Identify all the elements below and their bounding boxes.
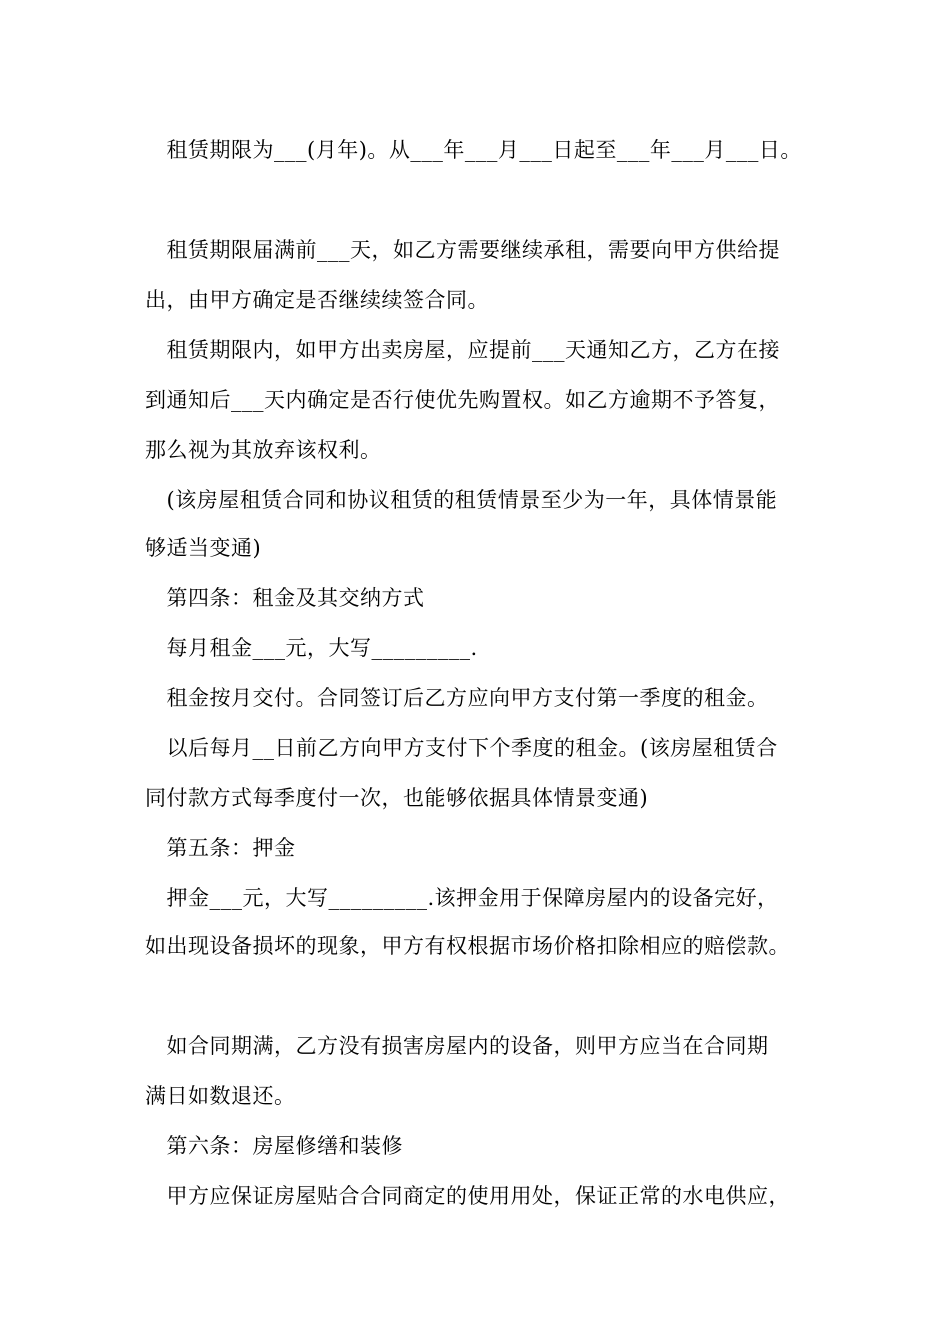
text-line: 满日如数退还。 <box>145 1084 296 1108</box>
text-line: 以后每月__日前乙方向甲方支付下个季度的租金。(该房屋租赁合 <box>145 736 778 760</box>
text-line: 押金___元，大写_________.该押金用于保障房屋内的设备完好， <box>145 886 779 910</box>
text-line: 如合同期满，乙方没有损害房屋内的设备，则甲方应当在合同期 <box>145 1034 769 1058</box>
text-line: 出，由甲方确定是否继续续签合同。 <box>145 288 489 312</box>
text-line: 租赁期限内，如甲方出卖房屋，应提前___天通知乙方，乙方在接 <box>145 338 780 362</box>
text-line: 甲方应保证房屋贴合合同商定的使用用处，保证正常的水电供应， <box>145 1184 790 1208</box>
text-line: 租金按月交付。合同签订后乙方应向甲方支付第一季度的租金。 <box>145 686 769 710</box>
text-line: 如出现设备损坏的现象，甲方有权根据市场价格扣除相应的赔偿款。 <box>145 934 790 958</box>
text-line: 每月租金___元，大写_________. <box>145 636 478 660</box>
text-line: 够适当变通) <box>145 536 262 560</box>
text-line: 租赁期限届满前___天，如乙方需要继续承租，需要向甲方供给提 <box>145 238 780 262</box>
text-line: 到通知后___天内确定是否行使优先购置权。如乙方逾期不予答复， <box>145 388 780 412</box>
section-heading: 第五条：押金 <box>145 836 296 860</box>
text-line: 那么视为其放弃该权利。 <box>145 438 382 462</box>
text-line: (该房屋租赁合同和协议租赁的租赁情景至少为一年，具体情景能 <box>145 488 778 512</box>
text-line: 同付款方式每季度付一次，也能够依据具体情景变通) <box>145 786 649 810</box>
section-heading: 第四条：租金及其交纳方式 <box>145 586 425 610</box>
text-line: 租赁期限为___(月年)。从___年___月___日起至___年___月___日。 <box>145 138 802 162</box>
section-heading: 第六条：房屋修缮和装修 <box>145 1134 403 1158</box>
